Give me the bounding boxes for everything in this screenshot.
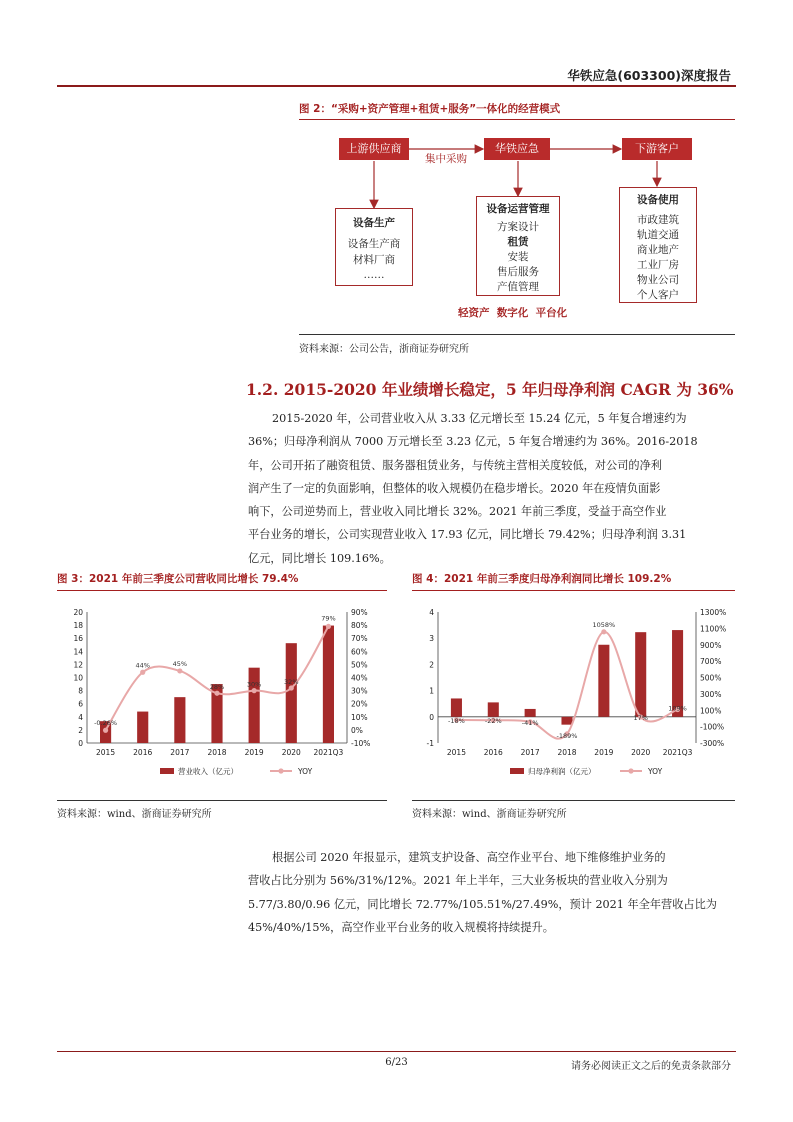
yoy-label: -189%: [556, 731, 578, 740]
legend-line-marker: [628, 768, 633, 773]
huatie-box: 华铁应急: [484, 138, 550, 160]
figure3-caption-line: [57, 590, 387, 591]
yoy-label: 109%: [668, 704, 687, 713]
yoy-label: -22%: [484, 717, 502, 726]
figure4-source-line: [412, 800, 735, 801]
paragraph-line: 5.77/3.80/0.96 亿元，同比增长 72.77%/105.51%/27.49%，预计 2021 年全年营收占比为: [248, 897, 717, 911]
paragraph-1: [248, 407, 738, 570]
production-line: 设备生产商: [347, 238, 401, 250]
operation-line: 售后服务: [497, 266, 539, 278]
x-tick-label: 2015: [96, 748, 116, 757]
bar: [488, 702, 499, 716]
bar: [451, 698, 462, 716]
paragraph-line: 年，公司开拓了融资租赁、服务器租赁业务，与传统主营相关度较低，对公司的净利: [248, 458, 662, 472]
y-left-tick-label: 0: [429, 712, 434, 722]
bar: [561, 717, 572, 725]
legend-line-label: YOY: [298, 767, 313, 776]
bar: [246, 668, 262, 743]
figure4-caption: 图 4：2021 年前三季度归母净利润同比增长 109.2%: [412, 573, 672, 585]
x-tick-label: 2021Q3: [662, 748, 693, 757]
operation-title: 设备运营管理: [486, 203, 550, 215]
yoy-point: [252, 688, 257, 693]
yoy-point: [289, 685, 294, 690]
y-left-tick-label: 4: [429, 608, 434, 617]
x-tick-label: 2016: [133, 748, 153, 757]
paragraph-line: 2015-2020 年，公司营业收入从 3.33 亿元增长至 15.24 亿元，5 年复合增速约为: [272, 412, 687, 425]
y-right-tick-label: 80%: [351, 621, 368, 631]
bar: [174, 697, 185, 743]
x-tick-label: 2017: [520, 748, 540, 757]
y-right-tick-label: 20%: [351, 699, 368, 709]
y-right-tick-label: 700%: [700, 657, 722, 667]
legend-line-label: YOY: [648, 767, 663, 776]
legend-bar-label: 营业收入（亿元）: [178, 767, 238, 776]
paragraph-line: 根据公司 2020 年报显示，建筑支护设备、高空作业平台、地下维修维护业务的: [272, 851, 666, 864]
operation-line: 安装: [507, 251, 529, 263]
y-left-tick-label: 14: [73, 647, 83, 657]
x-tick-label: 2021Q3: [313, 748, 344, 757]
usage-line: 个人客户: [637, 289, 679, 301]
page-number: 6/23: [385, 1057, 408, 1068]
paragraph-line: 平台业务的增长，公司实现营业收入 17.93 亿元，同比增长 79.42%；归母净利润 3.31: [248, 528, 687, 542]
yoy-point: [140, 670, 145, 675]
y-right-tick-label: 30%: [351, 686, 368, 696]
figure2-tagline: 轻资产 数字化 平台化: [458, 307, 568, 319]
usage-line: 工业厂房: [637, 259, 679, 271]
bar: [137, 712, 148, 743]
usage-title: 设备使用: [637, 194, 679, 206]
y-left-tick-label: 18: [73, 621, 83, 631]
production-line: ……: [363, 269, 385, 281]
y-left-tick-label: 4: [78, 712, 83, 722]
paragraph-line: 润产生了一定的负面影响，但整体的收入规模仍在稳步增长。2020 年在疫情负面影: [248, 481, 661, 495]
x-tick-label: 2017: [170, 748, 190, 757]
production-line: 材料厂商: [353, 254, 395, 266]
yoy-point: [103, 728, 108, 733]
usage-line: 市政建筑: [637, 214, 679, 226]
net-profit-chart: [412, 600, 735, 785]
y-left-tick-label: 12: [73, 660, 83, 670]
y-right-tick-label: 100%: [700, 706, 722, 716]
operation-line: 产值管理: [497, 281, 539, 293]
figure2-caption: 图 2：“采购+资产管理+租赁+服务”一体化的经营模式: [299, 103, 561, 115]
x-tick-label: 2020: [281, 748, 301, 757]
figure2-source: 资料来源：公司公告，浙商证券研究所: [299, 344, 469, 355]
y-right-tick-label: 500%: [700, 673, 722, 683]
yoy-label: -18%: [448, 716, 465, 725]
y-left-tick-label: 1: [429, 686, 434, 696]
y-right-tick-label: 1100%: [700, 624, 727, 634]
bar: [323, 626, 334, 743]
yoy-label: 32%: [284, 677, 299, 686]
paragraph-line: 45%/40%/15%，高空作业平台业务的收入规模将持续提升。: [248, 920, 554, 934]
y-left-tick-label: 10: [73, 673, 83, 683]
paragraph-line: 响下，公司逆势而上，营业收入同比增长 32%。2021 年前三季度，受益于高空作业: [248, 505, 667, 519]
y-right-tick-label: -300%: [700, 739, 725, 748]
y-left-tick-label: 3: [429, 634, 434, 644]
yoy-label: 44%: [135, 661, 150, 670]
figure3-source: 资料来源：wind、浙商证券研究所: [57, 809, 212, 820]
y-right-tick-label: 0%: [351, 725, 363, 735]
downstream-box: 下游客户: [622, 138, 692, 160]
y-left-tick-label: 20: [73, 608, 83, 617]
usage-line: 商业地产: [637, 244, 679, 256]
y-right-tick-label: 60%: [351, 647, 368, 657]
yoy-point: [214, 691, 219, 696]
equipment-production-box: [335, 208, 413, 286]
production-title: 设备生产: [353, 217, 395, 229]
bar: [635, 632, 646, 717]
section-heading: 1.2. 2015-2020 年业绩增长稳定，5 年归母净利润 CAGR 为 36%: [246, 380, 734, 399]
revenue-chart: [57, 600, 387, 785]
footer-divider: [57, 1051, 736, 1052]
paragraph-line: 亿元，同比增长 109.16%。: [248, 551, 391, 565]
bar: [286, 643, 297, 743]
y-right-tick-label: 1300%: [700, 608, 727, 617]
y-right-tick-label: 50%: [351, 660, 368, 670]
y-right-tick-label: 10%: [351, 712, 368, 722]
equipment-usage-box: [619, 187, 697, 303]
y-left-tick-label: 8: [78, 686, 83, 696]
yoy-label: 17%: [633, 714, 648, 723]
central-purchasing-label: 集中采购: [425, 153, 467, 165]
y-left-tick-label: -1: [426, 739, 434, 748]
header-divider: [57, 85, 736, 87]
x-tick-label: 2018: [557, 748, 577, 757]
figure4-caption-line: [412, 590, 735, 591]
legend-bar-swatch: [510, 768, 524, 774]
report-title: 华铁应急(603300)深度报告: [567, 68, 731, 83]
operation-line: 方案设计: [497, 221, 539, 233]
yoy-label: 1058%: [592, 620, 616, 629]
x-tick-label: 2018: [207, 748, 227, 757]
y-left-tick-label: 6: [78, 699, 83, 709]
x-tick-label: 2019: [244, 748, 264, 757]
yoy-point: [326, 624, 331, 629]
yoy-label: 30%: [246, 680, 262, 689]
x-tick-label: 2020: [631, 748, 651, 757]
y-right-tick-label: 300%: [700, 689, 722, 699]
x-tick-label: 2016: [483, 748, 503, 757]
y-left-tick-label: 16: [73, 634, 83, 644]
figure4-source: 资料来源：wind、浙商证券研究所: [412, 809, 567, 820]
yoy-point: [177, 668, 182, 673]
yoy-label: 45%: [172, 659, 188, 668]
paragraph-line: 营收占比分别为 56%/31%/12%。2021 年上半年，三大业务板块的营业收入分别为: [248, 874, 668, 888]
y-right-tick-label: 900%: [700, 640, 722, 650]
legend-bar-label: 归母净利润（亿元）: [528, 767, 596, 776]
yoy-label: 79%: [321, 614, 336, 623]
y-right-tick-label: 40%: [351, 673, 368, 683]
paragraph-line: 36%；归母净利润从 7000 万元增长至 3.23 亿元，5 年复合增速约为 36%。2016-2018: [248, 435, 698, 449]
yoy-label: -0.26%: [94, 719, 118, 728]
legend-line-marker: [278, 768, 283, 773]
figure3-source-line: [57, 800, 387, 801]
yoy-point: [601, 629, 606, 634]
equipment-operation-box: [476, 196, 560, 296]
paragraph-2: [248, 846, 738, 939]
bar: [598, 645, 609, 717]
figure2-source-line: [299, 334, 735, 335]
figure3-caption: 图 3：2021 年前三季度公司营收同比增长 79.4%: [57, 573, 299, 585]
y-right-tick-label: -100%: [700, 722, 725, 732]
x-tick-label: 2019: [594, 748, 614, 757]
usage-line: 物业公司: [637, 274, 679, 286]
y-left-tick-label: 0: [78, 739, 83, 748]
y-left-tick-label: 2: [429, 660, 434, 670]
supplier-box: 上游供应商: [339, 138, 409, 160]
disclaimer-note: 请务必阅读正文之后的免责条款部分: [571, 1061, 731, 1072]
y-right-tick-label: 70%: [351, 634, 368, 644]
x-tick-label: 2015: [446, 748, 466, 757]
operation-line: 租赁: [507, 236, 529, 248]
y-right-tick-label: -10%: [351, 739, 371, 748]
bar: [525, 709, 536, 717]
usage-line: 轨道交通: [637, 229, 679, 241]
y-right-tick-label: 90%: [351, 608, 368, 617]
legend-bar-swatch: [160, 768, 174, 774]
yoy-label: 28%: [209, 683, 225, 692]
yoy-label: -41%: [521, 718, 539, 727]
y-left-tick-label: 2: [78, 725, 83, 735]
